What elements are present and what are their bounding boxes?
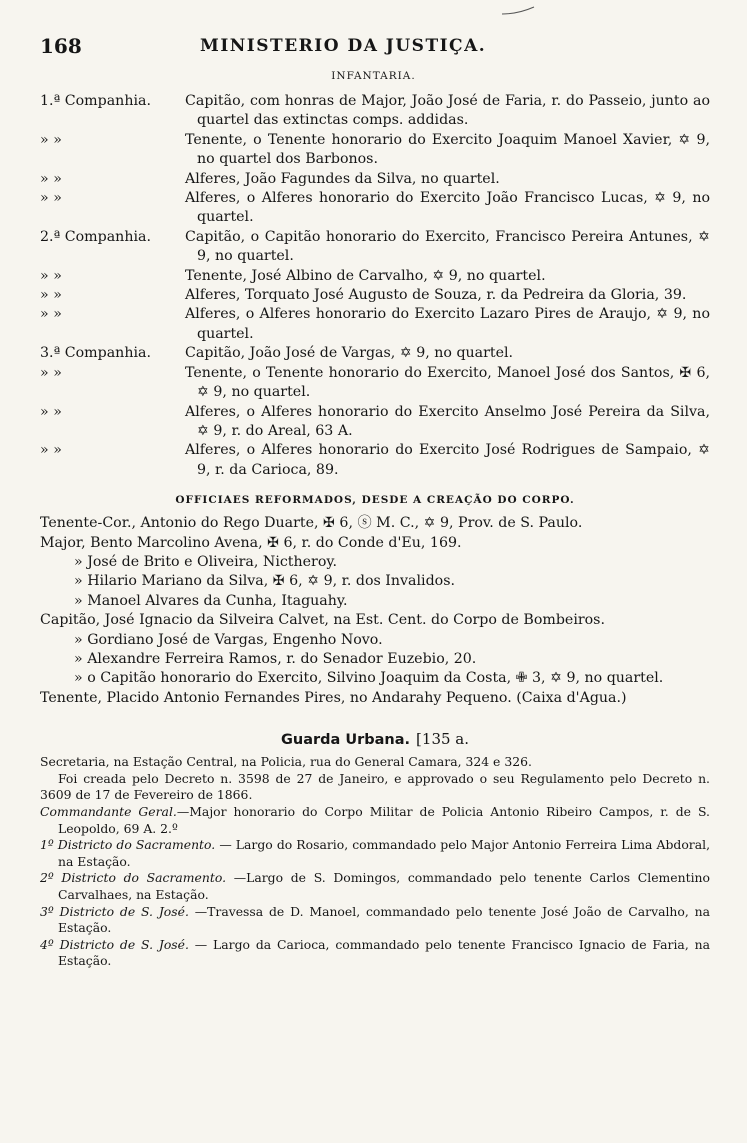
company-label: 1.ª Companhia. [40, 93, 151, 109]
roster-text: Alferes, Torquato José Augusto de Souza, r. da Pedreira da Gloria, 39. [185, 287, 687, 304]
roster-text: Alferes, o Alferes honorario do Exercito Anselmo José Pereira da Silva, ✡ 9, r. do Areal, 63 A. [185, 403, 710, 439]
guard-paragraph: Foi creada pelo Decreto n. 3598 de 27 de Janeiro, e approvado o seu Regulamento pelo Decreto n. 3609 de 17 de Fevereiro de 1866. [40, 770, 710, 803]
running-head [40, 34, 700, 58]
officer-line: Capitão, José Ignacio da Silveira Calvet, na Est. Cent. do Corpo de Bombeiros. [40, 612, 605, 629]
roster-entry [40, 441, 710, 480]
roster-entry [40, 364, 710, 403]
roster-entry [40, 403, 710, 442]
company-label: » » [40, 267, 62, 284]
guard-title-ref: [135 a. [416, 730, 470, 749]
roster-text: Alferes, o Alferes honorario do Exercito Lazaro Pires de Araujo, ✡ 9, no quartel. [185, 306, 710, 342]
officer-line: Tenente-Cor., Antonio do Rego Duarte, ✠ 6, ⓢ M. C., ✡ 9, Prov. de S. Paulo. [40, 515, 583, 532]
pencil-mark [500, 6, 536, 16]
company-label: » » [40, 403, 62, 420]
roster-entry [40, 286, 710, 305]
roster-entry [40, 92, 710, 131]
guard-entry: 2º Districto do Sacramento. —Largo de S. Domingos, commandado pelo tenente Carlos Clementino Carvalhaes, na Estação. [40, 870, 710, 902]
roster-entry [40, 170, 710, 189]
guard-entry: 3º Districto de S. José. —Travessa de D. Manoel, commandado pelo tenente José João de Carvalho, na Estação. [40, 903, 711, 936]
company-label: » » [40, 190, 62, 207]
company-label: 3.ª Companhia. [40, 345, 151, 362]
officer-line: » Hilario Mariano da Silva, ✠ 6, ✡ 9, r. dos Invalidos. [74, 573, 456, 590]
running-title: MINISTERIO DA JUSTIÇA. [200, 36, 487, 56]
officer-line: » Gordiano José de Vargas, Engenho Novo. [74, 631, 383, 648]
roster-text: Alferes, o Alferes honorario do Exercito João Francisco Lucas, ✡ 9, no quartel. [185, 190, 710, 226]
roster-text: Alferes, o Alferes honorario do Exercito José Rodrigues de Sampaio, ✡ 9, r. da Carioca, 89. [185, 442, 710, 478]
officer-line: » Manoel Alvares da Cunha, Itaguahy. [74, 592, 348, 609]
roster-text: Capitão, o Capitão honorario do Exercito, Francisco Pereira Antunes, ✡ 9, no quartel. [185, 228, 710, 265]
company-label: » » [40, 170, 62, 187]
company-label: » » [40, 287, 62, 304]
roster-entry [40, 228, 710, 267]
roster-entry [40, 131, 710, 170]
roster-text: Tenente, o Tenente honorario do Exercito, Manoel José dos Santos, ✠ 6, ✡ 9, no quartel. [185, 364, 710, 401]
officer-line: » Alexandre Ferreira Ramos, r. do Senador Euzebio, 20. [74, 650, 477, 667]
company-label: » » [40, 442, 62, 459]
officer-line: » o Capitão honorario do Exercito, Silvino Joaquim da Costa, ✙ 3, ✡ 9, no quartel. [74, 670, 664, 687]
company-label: » » [40, 131, 62, 148]
guard-entry: 1º Districto do Sacramento. — Largo do Rosario, commandado pelo Major Antonio Ferreira Lima Abdoral, na Estação. [40, 837, 711, 869]
company-label: » » [40, 306, 62, 323]
company-label: » » [40, 364, 62, 381]
roster-entry [40, 305, 710, 344]
officer-line: » José de Brito e Oliveira, Nictheroy. [74, 553, 338, 570]
officer-line: Tenente, Placido Antonio Fernandes Pires, no Andarahy Pequeno. (Caixa d'Agua.) [40, 689, 627, 706]
officer-line: Major, Bento Marcolino Avena, ✠ 6, r. do Conde d'Eu, 169. [40, 534, 462, 551]
roster-entry [40, 344, 710, 363]
roster-text: Tenente, José Albino de Carvalho, ✡ 9, no quartel. [185, 267, 546, 284]
section-label: INFANTARIA. [331, 70, 416, 82]
company-label: 2.ª Companhia. [40, 228, 151, 245]
roster-text: Capitão, João José de Vargas, ✡ 9, no quartel. [185, 345, 514, 362]
roster-entry [40, 267, 710, 286]
guard-entry: 4º Districto de S. José. — Largo da Carioca, commandado pelo tenente Francisco Ignacio de Faria, na Estação. [40, 936, 710, 969]
guard-section-title [40, 730, 710, 748]
retired-officers-heading: OFFICIAES REFORMADOS, DESDE A CREAÇÃO DO CORPO. [175, 494, 575, 507]
guard-title-text: Guarda Urbana. [280, 732, 411, 749]
roster-text: Capitão, com honras de Major, João José de Faria, r. do Passeio, junto ao quartel das extinctas comps. addidas. [185, 93, 710, 129]
roster-text: Alferes, João Fagundes da Silva, no quartel. [185, 170, 500, 187]
guard-paragraph: Secretaria, na Estação Central, na Policia, rua do General Camara, 324 e 326. [40, 754, 532, 770]
roster-entry [40, 189, 710, 228]
guard-entry: Commandante Geral.—Major honorario do Corpo Militar de Policia Antonio Ribeiro Campos, r. de S. Leopoldo, 69 A. 2.º [40, 803, 710, 836]
roster [40, 92, 710, 970]
roster-text: Tenente, o Tenente honorario do Exercito Joaquim Manoel Xavier, ✡ 9, no quartel dos Barbonos. [185, 131, 710, 168]
page-number: 168 [40, 34, 82, 58]
